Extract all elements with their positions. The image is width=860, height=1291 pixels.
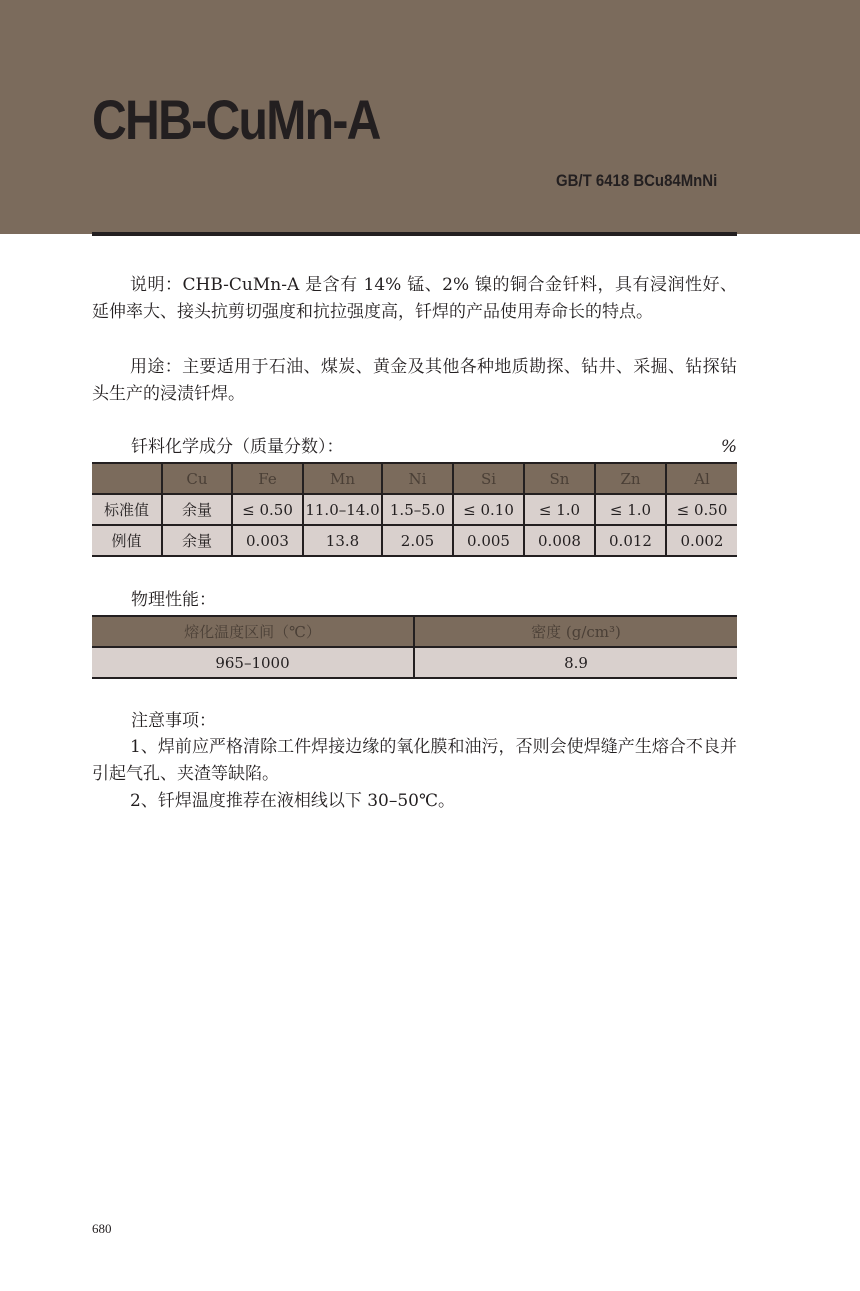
- physical-section-title: 物理性能：: [131, 590, 216, 610]
- chemical-header-cell: Zn: [595, 463, 666, 494]
- table-row: [92, 647, 737, 678]
- usage-label: 用途：: [130, 357, 183, 377]
- table-cell: ≤ 0.50: [232, 494, 303, 525]
- chemical-section-title: 钎料化学成分（质量分数）：: [131, 437, 344, 457]
- description-paragraph: [92, 272, 737, 326]
- description-text: CHB-CuMn-A 是含有 14% 锰、2% 镍的铜合金钎料，具有浸润性好、延伸率大、接头抗剪切强度和抗拉强度高，钎焊的产品使用寿命长的特点。: [92, 275, 738, 322]
- chemical-header-cell: [92, 463, 162, 494]
- table-cell: ≤ 0.10: [453, 494, 524, 525]
- chemical-header-cell: Fe: [232, 463, 303, 494]
- physical-properties-table: [92, 615, 737, 679]
- table-row: [92, 494, 737, 525]
- table-cell: 例值: [92, 525, 162, 556]
- page-number: 680: [92, 1221, 112, 1236]
- chemical-header-cell: Sn: [524, 463, 595, 494]
- table-cell: 余量: [162, 525, 232, 556]
- table-cell: 2.05: [382, 525, 453, 556]
- notes-section-title: 注意事项：: [131, 711, 216, 731]
- table-cell: 965–1000: [92, 647, 414, 678]
- note-item: 1、焊前应严格清除工件焊接边缘的氧化膜和油污，否则会使焊缝产生熔合不良并引起气孔、夹渣等缺陷。: [92, 737, 737, 784]
- note-item: 2、钎焊温度推荐在液相线以下 30–50℃。: [130, 791, 455, 811]
- table-cell: 8.9: [414, 647, 737, 678]
- chemical-header-row: [92, 463, 737, 494]
- chemical-unit: %: [720, 437, 737, 457]
- physical-header-cell: 密度 (g/cm³): [414, 616, 737, 647]
- header-rule: [92, 232, 737, 236]
- chemical-header-cell: Ni: [382, 463, 453, 494]
- table-cell: 标准值: [92, 494, 162, 525]
- standard-code: GB/T 6418 BCu84MnNi: [555, 171, 717, 190]
- table-cell: ≤ 1.0: [595, 494, 666, 525]
- usage-text: 主要适用于石油、煤炭、黄金及其他各种地质勘探、钻井、采掘、钻探钻头生产的浸渍钎焊。: [92, 357, 738, 404]
- chemical-header-cell: Mn: [303, 463, 382, 494]
- table-cell: 1.5–5.0: [382, 494, 453, 525]
- usage-paragraph: [92, 354, 737, 408]
- table-cell: 0.012: [595, 525, 666, 556]
- table-cell: 0.002: [666, 525, 737, 556]
- product-title: CHB-CuMn-A: [92, 88, 380, 151]
- table-cell: 13.8: [303, 525, 382, 556]
- chemical-composition-table: [92, 462, 737, 557]
- chemical-header-cell: Al: [666, 463, 737, 494]
- physical-header-row: [92, 616, 737, 647]
- table-cell: 余量: [162, 494, 232, 525]
- table-cell: 11.0–14.0: [303, 494, 382, 525]
- table-cell: ≤ 1.0: [524, 494, 595, 525]
- chemical-header-cell: Si: [453, 463, 524, 494]
- physical-header-cell: 熔化温度区间（℃）: [92, 616, 414, 647]
- table-cell: 0.005: [453, 525, 524, 556]
- table-row: [92, 525, 737, 556]
- description-label: 说明：: [130, 275, 183, 295]
- table-cell: 0.003: [232, 525, 303, 556]
- header-band: [0, 0, 860, 234]
- table-cell: ≤ 0.50: [666, 494, 737, 525]
- chemical-header-cell: Cu: [162, 463, 232, 494]
- table-cell: 0.008: [524, 525, 595, 556]
